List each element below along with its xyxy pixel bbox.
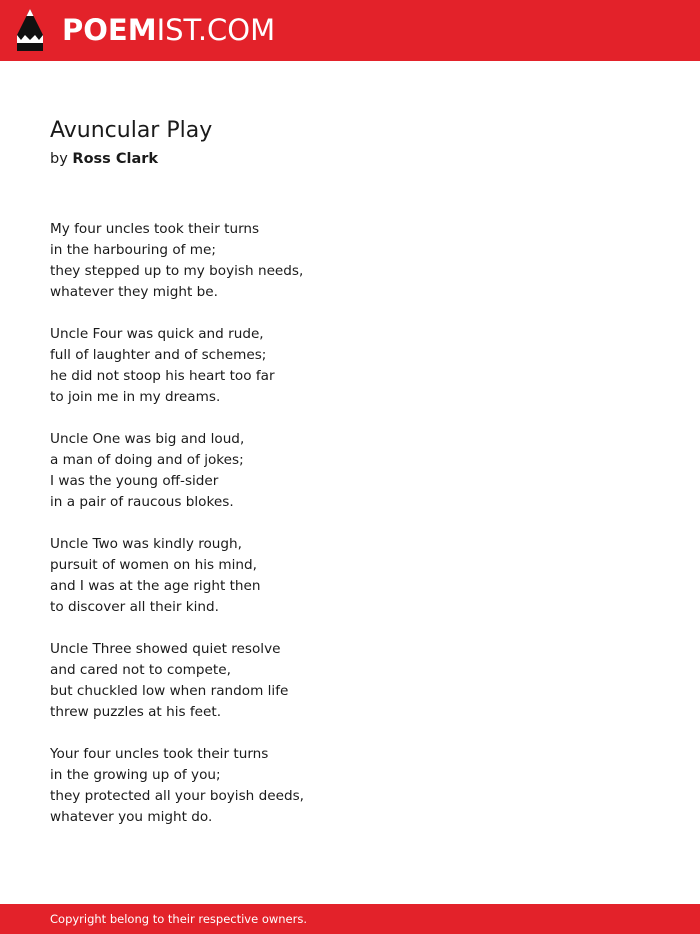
poem-line: I was the young off-sider xyxy=(50,473,219,489)
poem-line: Your four uncles took their turns xyxy=(50,746,269,762)
poem-line: and I was at the age right then xyxy=(50,578,261,594)
pencil-icon[interactable] xyxy=(17,9,43,51)
poem-line: My four uncles took their turns xyxy=(50,221,260,237)
poem-line: pursuit of women on his mind, xyxy=(50,557,257,573)
poem-line: whatever you might do. xyxy=(50,809,213,825)
poem-line: they stepped up to my boyish needs, xyxy=(50,263,304,279)
stanza xyxy=(50,429,304,513)
site-footer xyxy=(0,904,700,934)
by-label: by xyxy=(50,151,68,167)
stanza xyxy=(50,744,304,828)
poem-author: Ross Clark xyxy=(72,151,159,167)
poem-line: to join me in my dreams. xyxy=(50,389,221,405)
poem-line: Uncle Two was kindly rough, xyxy=(50,536,242,552)
poem-line: they protected all your boyish deeds, xyxy=(50,788,304,804)
poem-line: in the harbouring of me; xyxy=(50,242,216,258)
poem-line: Uncle One was big and loud, xyxy=(50,431,245,447)
poem-line: full of laughter and of schemes; xyxy=(50,347,267,363)
stanza xyxy=(50,324,304,408)
poem-line: and cared not to compete, xyxy=(50,662,231,678)
logo-text-light: IST.COM xyxy=(156,13,276,47)
poem-title: Avuncular Play xyxy=(50,118,213,143)
poem-body xyxy=(50,219,304,849)
copyright-notice: Copyright belong to their respective owners. xyxy=(50,912,308,926)
stanza xyxy=(50,534,304,618)
site-logo[interactable] xyxy=(62,12,275,48)
poem-byline xyxy=(50,149,158,169)
poem-line: but chuckled low when random life xyxy=(50,683,289,699)
poem-line: whatever they might be. xyxy=(50,284,218,300)
poem-line: a man of doing and of jokes; xyxy=(50,452,244,468)
stanza xyxy=(50,639,304,723)
poem-line: threw puzzles at his feet. xyxy=(50,704,222,720)
poem-line: in the growing up of you; xyxy=(50,767,221,783)
poem-line: to discover all their kind. xyxy=(50,599,219,615)
logo-text-bold: POEM xyxy=(62,13,157,47)
poem-line: Uncle Three showed quiet resolve xyxy=(50,641,281,657)
poem-line: Uncle Four was quick and rude, xyxy=(50,326,264,342)
stanza xyxy=(50,219,304,303)
site-header xyxy=(0,0,700,61)
poem-line: in a pair of raucous blokes. xyxy=(50,494,234,510)
poem-line: he did not stoop his heart too far xyxy=(50,368,275,384)
